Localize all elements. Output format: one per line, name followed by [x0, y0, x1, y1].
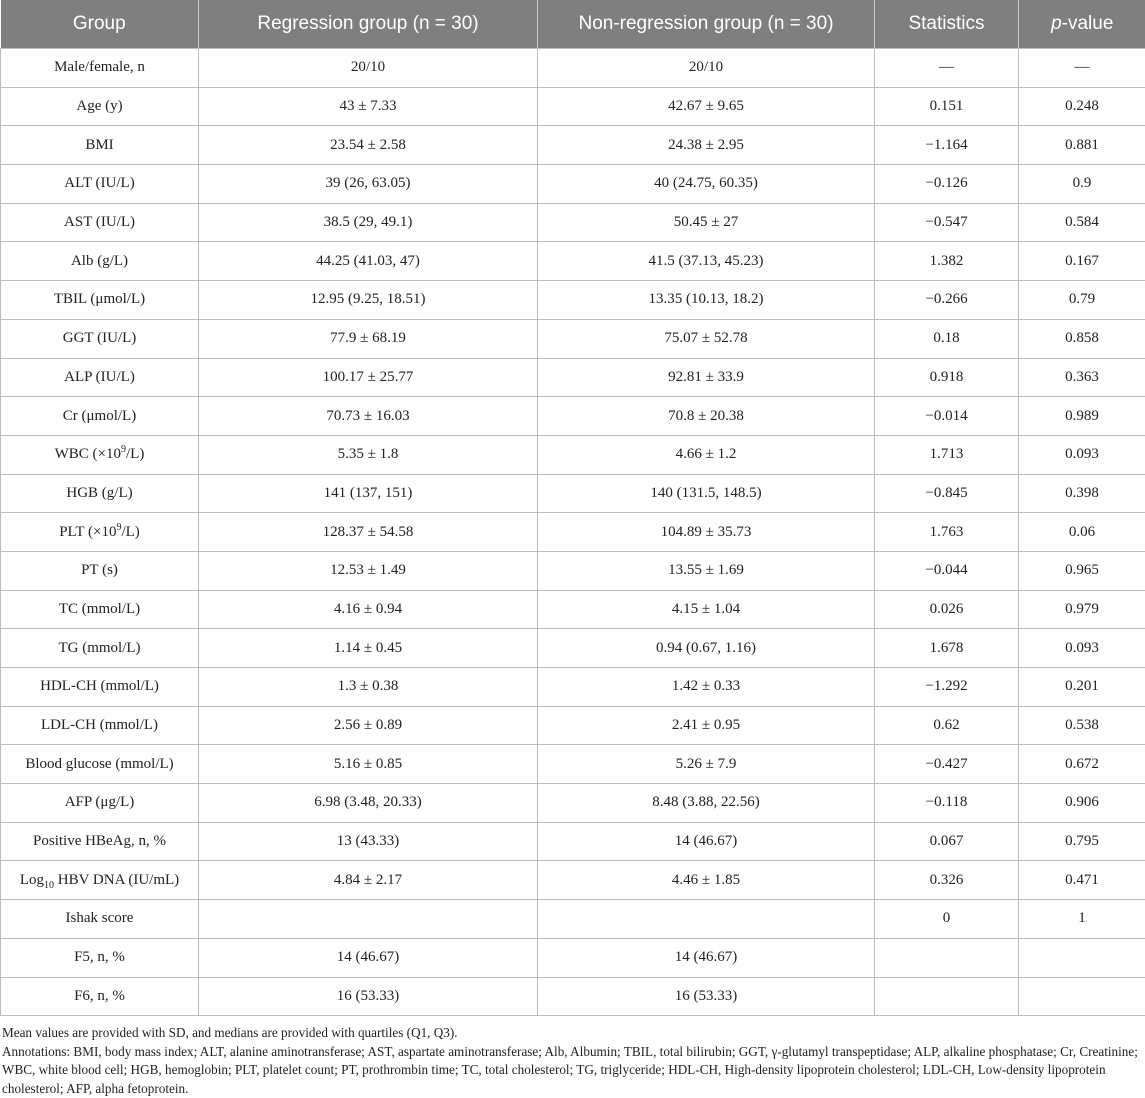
statistics-value: −0.126	[875, 165, 1019, 204]
table-row	[1, 745, 1145, 784]
row-label-text: PLT (×10	[59, 524, 116, 540]
p-value: 0.795	[1019, 822, 1145, 861]
p-value: 1	[1019, 900, 1145, 939]
statistics-value: 1.763	[875, 513, 1019, 552]
row-label: Alb (g/L)	[1, 242, 199, 281]
table-row	[1, 358, 1145, 397]
statistics-value: 0.326	[875, 861, 1019, 900]
nonregression-value: 0.94 (0.67, 1.16)	[538, 629, 875, 668]
nonregression-value	[538, 900, 875, 939]
p-value: 0.398	[1019, 474, 1145, 513]
p-value: 0.06	[1019, 513, 1145, 552]
row-label: Age (y)	[1, 87, 199, 126]
row-label: Positive HBeAg, n, %	[1, 822, 199, 861]
regression-value: 6.98 (3.48, 20.33)	[199, 784, 538, 823]
nonregression-value: 140 (131.5, 148.5)	[538, 474, 875, 513]
row-label-text: Log	[20, 872, 44, 888]
table-row	[1, 49, 1145, 88]
statistics-value: 0.18	[875, 319, 1019, 358]
row-label: AST (IU/L)	[1, 203, 199, 242]
table-row	[1, 474, 1145, 513]
row-label: Cr (μmol/L)	[1, 397, 199, 436]
statistics-value: −0.266	[875, 281, 1019, 320]
row-label: HGB (g/L)	[1, 474, 199, 513]
header-nonregression: Non-regression group (n = 30)	[538, 0, 875, 49]
statistics-value: —	[875, 49, 1019, 88]
row-label-superscript: 9	[121, 444, 126, 455]
p-value: 0.989	[1019, 397, 1145, 436]
table-row	[1, 513, 1145, 552]
table-row	[1, 900, 1145, 939]
statistics-value: 1.678	[875, 629, 1019, 668]
statistics-value: −0.427	[875, 745, 1019, 784]
nonregression-value: 13.55 ± 1.69	[538, 551, 875, 590]
row-label	[1, 861, 199, 900]
header-group: Group	[1, 0, 199, 49]
nonregression-value: 5.26 ± 7.9	[538, 745, 875, 784]
p-value: 0.248	[1019, 87, 1145, 126]
p-value: 0.363	[1019, 358, 1145, 397]
regression-value: 20/10	[199, 49, 538, 88]
p-value: 0.672	[1019, 745, 1145, 784]
table-row	[1, 784, 1145, 823]
statistics-value: −0.014	[875, 397, 1019, 436]
row-label-text: /L)	[126, 446, 144, 462]
regression-value: 2.56 ± 0.89	[199, 706, 538, 745]
row-label: PT (s)	[1, 551, 199, 590]
statistics-value: −0.044	[875, 551, 1019, 590]
nonregression-value: 20/10	[538, 49, 875, 88]
p-value: 0.9	[1019, 165, 1145, 204]
row-label: F6, n, %	[1, 977, 199, 1016]
table-row	[1, 977, 1145, 1016]
p-value: 0.471	[1019, 861, 1145, 900]
table-notes	[0, 1016, 1145, 1098]
regression-value: 12.95 (9.25, 18.51)	[199, 281, 538, 320]
row-label: ALP (IU/L)	[1, 358, 199, 397]
table-row	[1, 242, 1145, 281]
regression-value: 70.73 ± 16.03	[199, 397, 538, 436]
statistics-value: −0.845	[875, 474, 1019, 513]
p-value: 0.167	[1019, 242, 1145, 281]
statistics-value: 1.713	[875, 435, 1019, 474]
row-label: Ishak score	[1, 900, 199, 939]
regression-value: 5.35 ± 1.8	[199, 435, 538, 474]
statistics-value: 0.026	[875, 590, 1019, 629]
statistics-value	[875, 938, 1019, 977]
nonregression-value: 50.45 ± 27	[538, 203, 875, 242]
row-label-text: WBC (×10	[55, 446, 121, 462]
note-line-1: Mean values are provided with SD, and medians are provided with quartiles (Q1, Q3).	[2, 1024, 1143, 1043]
table-row	[1, 861, 1145, 900]
regression-value: 38.5 (29, 49.1)	[199, 203, 538, 242]
nonregression-value: 104.89 ± 35.73	[538, 513, 875, 552]
p-value: 0.584	[1019, 203, 1145, 242]
statistics-value: 1.382	[875, 242, 1019, 281]
table-row	[1, 126, 1145, 165]
nonregression-value: 8.48 (3.88, 22.56)	[538, 784, 875, 823]
statistics-value: −1.164	[875, 126, 1019, 165]
row-label-text: HBV DNA (IU/mL)	[54, 872, 179, 888]
header-p-value	[1019, 0, 1145, 49]
row-label: AFP (μg/L)	[1, 784, 199, 823]
row-label: LDL-CH (mmol/L)	[1, 706, 199, 745]
nonregression-value: 41.5 (37.13, 45.23)	[538, 242, 875, 281]
p-value	[1019, 977, 1145, 1016]
row-label: Male/female, n	[1, 49, 199, 88]
p-value: 0.881	[1019, 126, 1145, 165]
statistics-value: 0	[875, 900, 1019, 939]
nonregression-value: 14 (46.67)	[538, 822, 875, 861]
row-label	[1, 435, 199, 474]
regression-value: 13 (43.33)	[199, 822, 538, 861]
regression-value: 128.37 ± 54.58	[199, 513, 538, 552]
nonregression-value: 92.81 ± 33.9	[538, 358, 875, 397]
row-label: HDL-CH (mmol/L)	[1, 668, 199, 707]
p-value: 0.79	[1019, 281, 1145, 320]
table-row	[1, 435, 1145, 474]
table-row	[1, 319, 1145, 358]
table-row	[1, 822, 1145, 861]
nonregression-value: 14 (46.67)	[538, 938, 875, 977]
row-label-text: /L)	[121, 524, 139, 540]
regression-value: 1.3 ± 0.38	[199, 668, 538, 707]
header-p-suffix: -value	[1062, 13, 1114, 34]
statistics-value	[875, 977, 1019, 1016]
statistics-value: 0.62	[875, 706, 1019, 745]
row-label: F5, n, %	[1, 938, 199, 977]
table-row	[1, 281, 1145, 320]
regression-value: 16 (53.33)	[199, 977, 538, 1016]
regression-value	[199, 900, 538, 939]
nonregression-value: 1.42 ± 0.33	[538, 668, 875, 707]
p-value: 0.979	[1019, 590, 1145, 629]
statistics-value: −1.292	[875, 668, 1019, 707]
nonregression-value: 70.8 ± 20.38	[538, 397, 875, 436]
table-row	[1, 590, 1145, 629]
regression-value: 12.53 ± 1.49	[199, 551, 538, 590]
nonregression-value: 24.38 ± 2.95	[538, 126, 875, 165]
p-value: 0.906	[1019, 784, 1145, 823]
header-regression: Regression group (n = 30)	[199, 0, 538, 49]
table-row	[1, 668, 1145, 707]
table-row	[1, 203, 1145, 242]
regression-value: 44.25 (41.03, 47)	[199, 242, 538, 281]
table-body	[1, 49, 1145, 1016]
note-annotations: Annotations: BMI, body mass index; ALT, alanine aminotransferase; AST, aspartate aminotransferase; Alb, Albumin; TBIL, total bilirubin; GGT, γ-glutamyl transpeptidase; ALP, alkaline phosphatase; Cr, Creatinine; WBC, white blood cell; HGB, hemoglobin; PLT, platelet count; PT, prothrombin time; TC, total cholesterol; TG, triglyceride; HDL-CH, High-density lipoprotein cholesterol; LDL-CH, Low-density lipoprotein cholesterol; AFP, alpha fetoprotein.	[2, 1043, 1143, 1098]
header-p-italic: p	[1051, 13, 1062, 34]
statistics-value: 0.067	[875, 822, 1019, 861]
p-value: 0.201	[1019, 668, 1145, 707]
nonregression-value: 40 (24.75, 60.35)	[538, 165, 875, 204]
regression-value: 39 (26, 63.05)	[199, 165, 538, 204]
table-row	[1, 551, 1145, 590]
table-row	[1, 397, 1145, 436]
table-row	[1, 938, 1145, 977]
row-label: TBIL (μmol/L)	[1, 281, 199, 320]
p-value	[1019, 938, 1145, 977]
statistics-value: −0.547	[875, 203, 1019, 242]
row-label: TC (mmol/L)	[1, 590, 199, 629]
regression-value: 43 ± 7.33	[199, 87, 538, 126]
nonregression-value: 4.66 ± 1.2	[538, 435, 875, 474]
p-value: 0.965	[1019, 551, 1145, 590]
regression-value: 77.9 ± 68.19	[199, 319, 538, 358]
statistics-value: 0.918	[875, 358, 1019, 397]
regression-value: 5.16 ± 0.85	[199, 745, 538, 784]
table-row	[1, 165, 1145, 204]
table-row	[1, 629, 1145, 668]
regression-value: 141 (137, 151)	[199, 474, 538, 513]
nonregression-value: 4.15 ± 1.04	[538, 590, 875, 629]
statistics-value: 0.151	[875, 87, 1019, 126]
regression-value: 23.54 ± 2.58	[199, 126, 538, 165]
row-label: ALT (IU/L)	[1, 165, 199, 204]
nonregression-value: 2.41 ± 0.95	[538, 706, 875, 745]
p-value: 0.093	[1019, 435, 1145, 474]
regression-value: 4.84 ± 2.17	[199, 861, 538, 900]
nonregression-value: 13.35 (10.13, 18.2)	[538, 281, 875, 320]
regression-value: 100.17 ± 25.77	[199, 358, 538, 397]
table-row	[1, 706, 1145, 745]
row-label: TG (mmol/L)	[1, 629, 199, 668]
p-value: —	[1019, 49, 1145, 88]
nonregression-value: 4.46 ± 1.85	[538, 861, 875, 900]
regression-value: 1.14 ± 0.45	[199, 629, 538, 668]
regression-value: 4.16 ± 0.94	[199, 590, 538, 629]
nonregression-value: 42.67 ± 9.65	[538, 87, 875, 126]
table-header-row	[1, 0, 1145, 49]
row-label: Blood glucose (mmol/L)	[1, 745, 199, 784]
p-value: 0.858	[1019, 319, 1145, 358]
header-statistics: Statistics	[875, 0, 1019, 49]
statistics-value: −0.118	[875, 784, 1019, 823]
nonregression-value: 75.07 ± 52.78	[538, 319, 875, 358]
p-value: 0.538	[1019, 706, 1145, 745]
row-label	[1, 513, 199, 552]
row-label-superscript: 9	[116, 522, 121, 533]
table-row	[1, 87, 1145, 126]
row-label: GGT (IU/L)	[1, 319, 199, 358]
row-label: BMI	[1, 126, 199, 165]
row-label-subscript: 10	[44, 880, 54, 891]
nonregression-value: 16 (53.33)	[538, 977, 875, 1016]
p-value: 0.093	[1019, 629, 1145, 668]
regression-value: 14 (46.67)	[199, 938, 538, 977]
